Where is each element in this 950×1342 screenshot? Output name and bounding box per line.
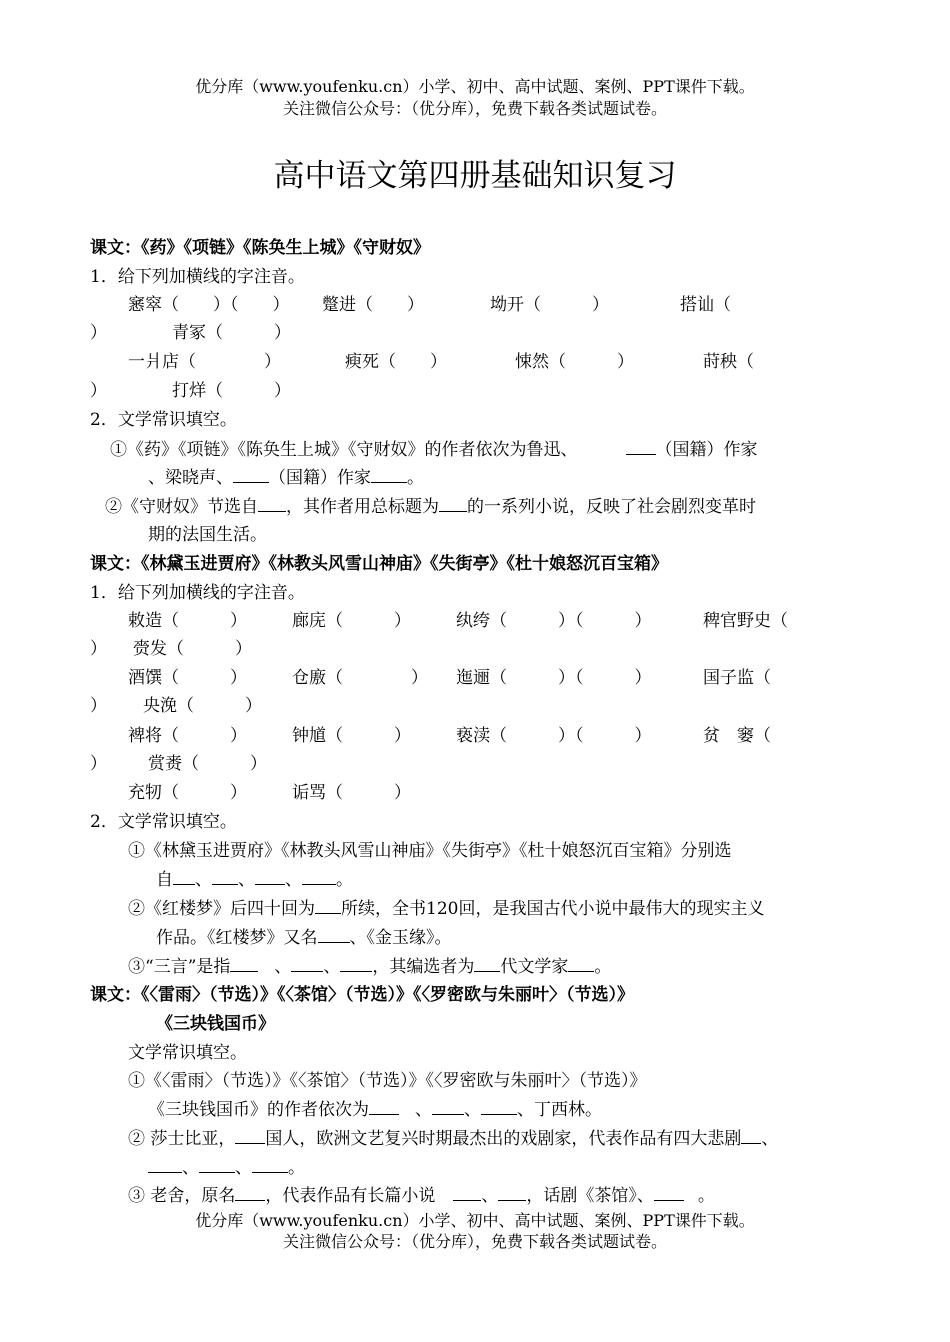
s3-fill-3: ③ 老舍，原名 ，代表作品有长篇小说 、 ，话剧《茶馆》、 。 (128, 1183, 715, 1208)
list-item: ） (90, 381, 107, 401)
blank[interactable] (568, 954, 594, 972)
list-item: 廊庑（ ） (292, 611, 411, 631)
list-item: ） (90, 754, 107, 774)
s2-pinyin-row-3-cont (0, 752, 950, 776)
blank[interactable] (741, 1126, 761, 1144)
blank[interactable] (173, 867, 195, 885)
blank[interactable] (474, 954, 500, 972)
blank[interactable] (255, 867, 285, 885)
blank[interactable] (148, 1155, 182, 1173)
s2-fill-1-line-1: ①《林黛玉进贾府》《林教头风雪山神庙》《失街亭》《杜十娘怒沉百宝箱》分别选 (128, 841, 732, 861)
list-item: 酒馔（ ） (128, 668, 247, 688)
page-title: 高中语文第四册基础知识复习 (273, 158, 677, 194)
list-item: 钟馗（ ） (292, 726, 411, 746)
list-item: 一爿店（ ） (128, 352, 281, 372)
blank[interactable] (235, 1183, 265, 1201)
blank[interactable] (302, 867, 336, 885)
header-line-1: 优分库（www.youfenku.cn）小学、初中、高中试题、案例、PPT课件下载。 (195, 77, 755, 96)
list-item: 亵渎（ ）（ ） (456, 726, 652, 746)
list-item: 仓廒（ ） (292, 668, 428, 688)
s1-pinyin-row-2-cont (0, 379, 950, 403)
section-2-heading: 课文：《林黛玉进贾府》《林教头风雪山神庙》《失街亭》《杜十娘怒沉百宝箱》 (90, 554, 668, 574)
section-3-heading-cont: 《三块钱国币》 (156, 1014, 275, 1034)
s1-pinyin-row-1 (0, 293, 950, 317)
list-item: 央浼（ ） (143, 696, 262, 716)
header-line-2: 关注微信公众号：（优分库），免费下载各类试题试卷。 (282, 99, 667, 118)
blank[interactable] (654, 1183, 684, 1201)
blank[interactable] (252, 1155, 288, 1173)
blank[interactable] (230, 954, 258, 972)
blank[interactable] (432, 1097, 464, 1115)
list-item: 莳秧（ (703, 352, 754, 372)
list-item: 裨将（ ） (128, 726, 247, 746)
list-item: 瘐死（ ） (345, 352, 447, 372)
s1-pinyin-row-1-cont (0, 321, 950, 345)
s2-fill-1-line-2: 自 、 、 、 。 (156, 867, 353, 892)
blank[interactable] (318, 925, 350, 943)
s2-fill-2-line-2: 作品。《红楼梦》又名 、《金玉缘》。 (156, 925, 452, 950)
list-item: 充牣（ ） (128, 783, 247, 803)
list-item: 贫 窭（ (703, 726, 771, 746)
list-item: 青冢（ ） (172, 323, 291, 343)
list-item: 敕造（ ） (128, 611, 247, 631)
blank[interactable] (212, 867, 238, 885)
s1-fill-1-line-1: ①《药》《项链》《陈奂生上城》《守财奴》的作者依次为鲁迅、 （国籍）作家 (110, 437, 758, 462)
blank[interactable] (199, 1155, 235, 1173)
blank[interactable] (626, 437, 656, 455)
blank[interactable] (481, 1097, 517, 1115)
list-item: 坳开（ ） (490, 295, 609, 315)
list-item: ） (90, 323, 107, 343)
s3-fill-2-line-1: ② 莎士比亚， 国人，欧洲文艺复兴时期最杰出的戏剧家，代表作品有四大悲剧 、 (128, 1126, 778, 1151)
list-item: 纨绔（ ）（ ） (456, 611, 652, 631)
footer-line-2: 关注微信公众号：（优分库），免费下载各类试题试卷。 (282, 1232, 667, 1251)
blank[interactable] (439, 494, 467, 512)
s1-fill-2-line-1: ②《守财奴》节选自 ，其作者用总标题为 的一系列小说，反映了社会剧烈变革时 (105, 494, 756, 519)
s3-fill-1-line-1: ①《〈雷雨〉（节选）》《〈茶馆〉（节选）》《〈罗密欧与朱丽叶〉（节选）》 (128, 1071, 647, 1091)
blank[interactable] (315, 896, 341, 914)
s1-question-1: 1．给下列加横线的字注音。 (90, 267, 305, 287)
list-item: 窸窣（ ）（ ） (128, 295, 290, 315)
s1-fill-2-line-2: 期的法国生活。 (148, 525, 267, 545)
list-item: 迤逦（ ）（ ） (456, 668, 652, 688)
list-item: 蹩进（ ） (322, 295, 424, 315)
blank[interactable] (258, 494, 286, 512)
s2-pinyin-row-3 (0, 724, 950, 748)
blank[interactable] (453, 1183, 481, 1201)
list-item: 稗官野史（ (703, 611, 788, 631)
blank[interactable] (235, 1126, 265, 1144)
list-item: 打烊（ ） (172, 381, 291, 401)
s2-fill-3: ③“三言”是指 、 、 ，其编选者为 代文学家 。 (128, 954, 611, 979)
s2-question-2: 2．文学常识填空。 (90, 812, 237, 832)
s1-fill-1-line-2: 、梁晓声、 （国籍）作家 。 (148, 465, 424, 490)
list-item: 悚然（ ） (515, 352, 634, 372)
list-item: 诟骂（ ） (292, 783, 411, 803)
s1-question-2: 2．文学常识填空。 (90, 410, 237, 430)
s2-pinyin-row-4 (0, 781, 950, 805)
blank[interactable] (369, 1097, 399, 1115)
list-item: 搭讪（ (680, 295, 731, 315)
s2-fill-2-line-1: ②《红楼梦》后四十回为 所续，全书120回，是我国古代小说中最伟大的现实主义 (128, 896, 764, 921)
s2-question-1: 1．给下列加横线的字注音。 (90, 583, 305, 603)
section-3-heading: 课文：《〈雷雨〉（节选）》《〈茶馆〉（节选）》《〈罗密欧与朱丽叶〉（节选）》 (90, 985, 634, 1005)
list-item: ） (90, 639, 107, 659)
blank[interactable] (233, 465, 269, 483)
blank[interactable] (291, 954, 323, 972)
s3-fill-1-line-2: 《三块钱国币》的作者依次为 、 、 、丁西林。 (148, 1097, 602, 1122)
list-item: 国子监（ (703, 668, 771, 688)
s2-pinyin-row-1-cont (0, 637, 950, 661)
s2-pinyin-row-2 (0, 666, 950, 690)
s3-fill-2-line-2: 、 、 。 (148, 1155, 305, 1180)
list-item: ） (90, 696, 107, 716)
list-item: 赏赉（ ） (148, 754, 267, 774)
blank[interactable] (371, 465, 407, 483)
blank[interactable] (498, 1183, 526, 1201)
footer-line-1: 优分库（www.youfenku.cn）小学、初中、高中试题、案例、PPT课件下载。 (195, 1211, 755, 1230)
section-1-heading: 课文：《药》《项链》《陈奂生上城》《守财奴》 (90, 238, 430, 258)
list-item: 赍发（ ） (133, 639, 252, 659)
s1-pinyin-row-2 (0, 350, 950, 374)
s3-intro: 文学常识填空。 (128, 1043, 247, 1063)
s2-pinyin-row-1 (0, 609, 950, 633)
s2-pinyin-row-2-cont (0, 694, 950, 718)
blank[interactable] (340, 954, 372, 972)
